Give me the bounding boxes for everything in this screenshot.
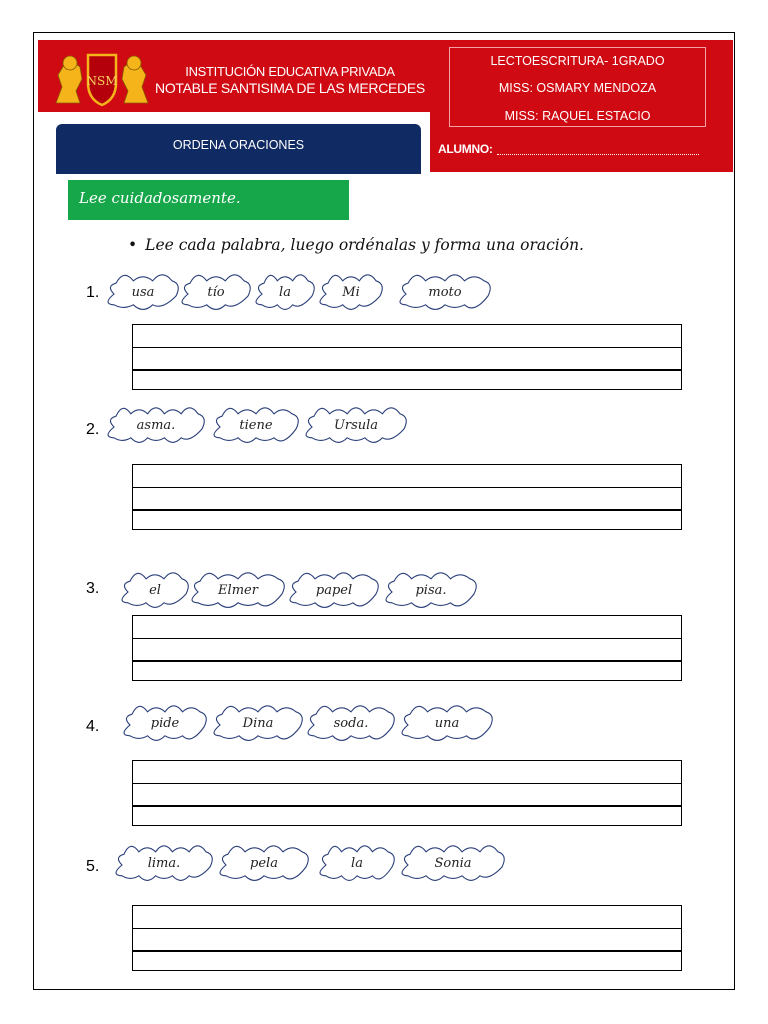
course-info-box [449,47,706,127]
word-cloud[interactable] [190,570,286,610]
word-cloud[interactable] [106,272,180,312]
course-name: LECTOESCRITURA- 1GRADO [490,54,665,68]
writing-lines[interactable] [132,464,682,530]
school-name [155,64,425,96]
instruction-banner: Lee cuidadosamente. [68,180,349,220]
word-label: pela [250,855,278,871]
writing-line [133,369,681,371]
logo-text: NSM [86,74,118,88]
writing-lines[interactable] [132,324,682,390]
writing-line [133,783,681,784]
word-cloud[interactable] [288,570,380,610]
writing-lines[interactable] [132,760,682,826]
word-cloud[interactable] [212,405,300,445]
word-cloud[interactable] [318,272,384,312]
word-label: una [434,715,460,731]
word-cloud[interactable] [254,272,316,312]
teacher-1: MISS: OSMARY MENDOZA [498,81,657,95]
writing-line [133,487,681,488]
word-label: pide [150,715,180,731]
word-cloud[interactable] [122,703,208,743]
exercise-number: 4. [86,718,100,735]
word-cloud[interactable] [400,703,494,743]
word-label: asma. [136,417,176,433]
word-cloud[interactable] [304,405,408,445]
word-label: Dina [242,715,274,731]
writing-line [133,928,681,929]
word-label: pisa. [415,582,447,598]
instruction-label: Lee cada palabra, luego ordénalas y forma una oración. [145,236,584,254]
word-label: usa [131,284,155,300]
word-label: el [149,582,161,598]
word-label: Ursula [333,417,379,433]
school-name-line1: INSTITUCIÓN EDUCATIVA PRIVADA [185,64,395,79]
word-label: moto [428,284,462,300]
word-label: Elmer [218,582,258,598]
student-name-line[interactable] [497,154,699,155]
word-label: la [351,855,363,871]
school-logo [52,47,152,109]
word-label: soda. [333,715,369,731]
word-label: la [279,284,291,300]
writing-line [133,638,681,639]
word-cloud[interactable] [318,843,396,883]
word-label: lima. [147,855,181,871]
exercise-number: 2. [86,421,100,438]
writing-line [133,950,681,952]
writing-line [133,805,681,807]
writing-line [133,347,681,348]
word-cloud[interactable] [114,843,214,883]
word-cloud[interactable] [218,843,310,883]
word-cloud[interactable] [106,405,206,445]
bullet-icon: • [128,236,138,254]
word-cloud[interactable] [306,703,396,743]
word-label: papel [315,582,353,598]
school-name-line2: NOTABLE SANTISIMA DE LAS MERCEDES [155,80,425,96]
exercise-number: 5. [86,858,100,875]
writing-line [133,509,681,511]
word-cloud[interactable] [120,570,190,610]
exercise-number: 1. [86,284,100,301]
word-cloud[interactable] [180,272,252,312]
writing-lines[interactable] [132,615,682,681]
teacher-2: MISS: RAQUEL ESTACIO [504,109,651,123]
word-cloud[interactable] [400,843,506,883]
exercise-number: 3. [86,580,100,597]
instruction-text [128,236,584,254]
word-cloud[interactable] [398,272,492,312]
student-label: ALUMNO: [438,142,493,156]
word-label: Sonia [434,855,472,871]
word-label: tío [207,284,225,300]
word-cloud[interactable] [212,703,304,743]
writing-lines[interactable] [132,905,682,971]
worksheet-title: ORDENA ORACIONES [56,124,421,174]
word-label: tiene [239,417,273,433]
writing-line [133,660,681,662]
word-label: Mi [342,284,360,300]
word-cloud[interactable] [384,570,478,610]
